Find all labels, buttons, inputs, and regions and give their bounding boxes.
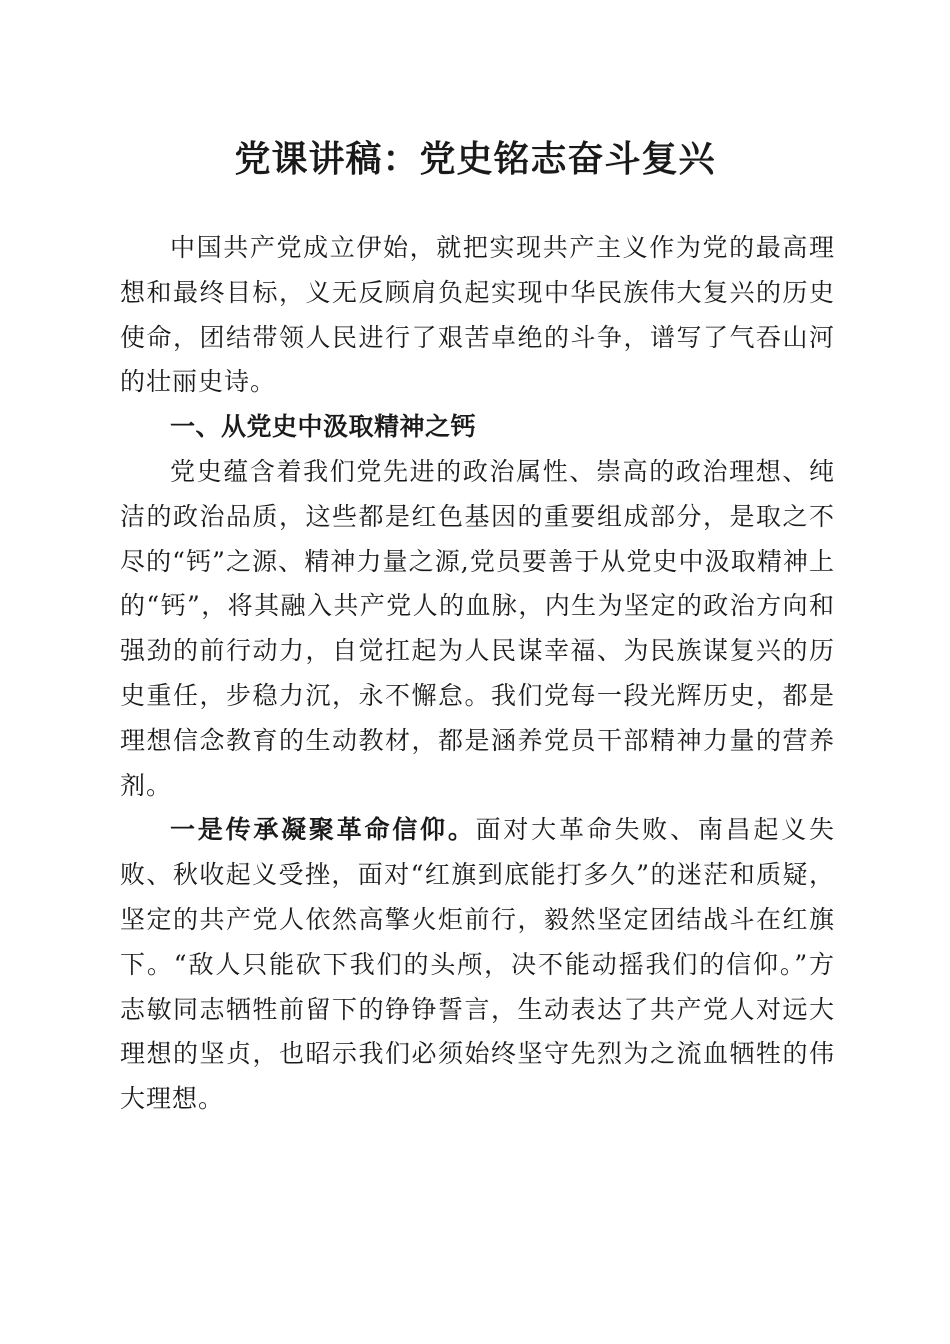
point-1-text: 面对大革命失败、南昌起义失败、秋收起义受挫，面对“红旗到底能打多久”的迷茫和质疑，坚定的共产党人依然高擎火炬前行，毅然坚定团结战斗在红旗下。“敌人只能砍下我们的头颅，决不能动摇我们的信仰。”方志敏同志牺牲前留下的铮铮誓言，生动表达了共产党人对远大理想的坚贞，也昭示我们必须始终坚守先烈为之流血牺牲的伟大理想。 (120, 815, 835, 1114)
intro-paragraph: 中国共产党成立伊始，就把实现共产主义作为党的最高理想和最终目标，义无反顾肩负起实现中华民族伟大复兴的历史使命，团结带领人民进行了艰苦卓绝的斗争，谱写了气吞山河的壮丽史诗。 (120, 233, 835, 397)
document-body (120, 226, 835, 1122)
point-1-lead: 一是传承凝聚革命信仰。 (170, 815, 476, 845)
section-1-paragraph: 党史蕴含着我们党先进的政治属性、崇高的政治理想、纯洁的政治品质，这些都是红色基因的重要组成部分，是取之不尽的“钙”之源、精神力量之源,党员要善于从党史中汲取精神上的“钙”，将其融入共产党人的血脉，内生为坚定的政治方向和强劲的前行动力，自觉扛起为人民谋幸福、为民族谋复兴的历史重任，步稳力沉，永不懈怠。我们党每一段光辉历史，都是理想信念教育的生动教材，都是涵养党员干部精神力量的营养剂。 (120, 456, 835, 800)
document-title: 党课讲稿：党史铭志奋斗复兴 (234, 138, 716, 180)
point-1-paragraph (120, 808, 835, 1122)
section-heading-1: 一、从党史中汲取精神之钙 (170, 412, 477, 442)
